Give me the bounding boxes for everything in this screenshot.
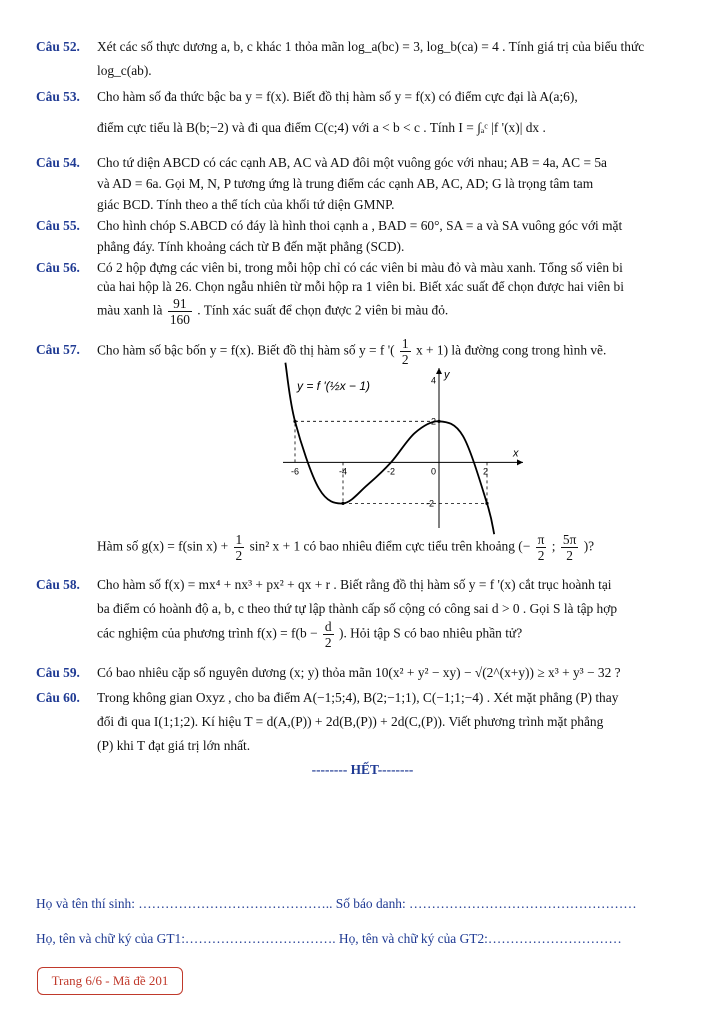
x-tick-label: -2 bbox=[387, 466, 396, 477]
fraction-denominator: 2 bbox=[324, 635, 332, 650]
fraction-numerator: 1 bbox=[235, 532, 243, 547]
text-segment: sin² x + 1 có bao nhiêu điểm cực tiểu trên khoảng (− bbox=[249, 538, 531, 554]
x-axis-arrow bbox=[517, 459, 523, 465]
page-footer: Trang 6/6 - Mã đề 201 bbox=[37, 967, 183, 995]
question-text: của hai hộp là 26. Chọn ngẫu nhiên từ mỗi hộp ra 1 viên bi. Biết xác suất để chọn được hai viên bi bbox=[97, 279, 624, 294]
fraction-denominator: 2 bbox=[537, 548, 545, 563]
question-number: Câu 57. bbox=[36, 342, 80, 357]
end-marker: -------- HẾT-------- bbox=[311, 762, 414, 777]
question-text: Cho hình chóp S.ABCD có đáy là hình thoi cạnh a , BAD = 60°, SA = a và SA vuông góc với mặt bbox=[97, 218, 623, 233]
question-text: điểm cực tiểu là B(b;−2) và đi qua điểm C(c;4) với a < b < c . Tính I = ∫ₐᶜ |f '(x)| dx . bbox=[97, 120, 546, 135]
question-text: và AD = 6a. Gọi M, N, P tương ứng là trung điểm các cạnh AB, AC, AD; G là trọng tâm tam bbox=[97, 176, 594, 191]
text-segment: x + 1) là đường cong trong hình vẽ. bbox=[415, 342, 607, 358]
fraction-denominator: 160 bbox=[169, 312, 190, 327]
x-tick-label: 2 bbox=[483, 466, 489, 477]
fraction bbox=[234, 532, 245, 563]
question-text: Cho hàm số f(x) = mx⁴ + nx³ + px² + qx + r . Biết rằng đồ thị hàm số y = f '(x) cắt trục hoành tại bbox=[97, 577, 612, 592]
question-number: Câu 59. bbox=[36, 665, 80, 680]
question-text: Có bao nhiêu cặp số nguyên dương (x; y) thỏa mãn 10(x² + y² − xy) − √(2^(x+y)) ≥ x³ + y³ − 32 ? bbox=[97, 665, 621, 680]
fraction bbox=[168, 296, 192, 327]
question-text: Cho tứ diện ABCD có các cạnh AB, AC và AD đôi một vuông góc với nhau; AB = 4a, AC = 5a bbox=[97, 155, 607, 170]
question-number: Câu 58. bbox=[36, 577, 80, 592]
fraction-numerator: 1 bbox=[401, 336, 409, 351]
y-tick-label: 4 bbox=[431, 375, 437, 386]
question-text: đổi đi qua I(1;1;2). Kí hiệu T = d(A,(P)) + 2d(B,(P)) + 2d(C,(P)). Viết phương trình mặt phẳng bbox=[97, 714, 604, 729]
question-text bbox=[97, 296, 689, 327]
fraction-numerator: d bbox=[324, 619, 332, 634]
fraction bbox=[323, 619, 334, 650]
question-text: giác BCD. Tính theo a thể tích của khối tứ diện GMNP. bbox=[97, 197, 395, 212]
question-text: phẳng đáy. Tính khoảng cách từ B đến mặt phẳng (SCD). bbox=[97, 239, 405, 254]
x-axis-label: x bbox=[513, 447, 519, 460]
fraction bbox=[400, 336, 411, 367]
fraction-numerator: 91 bbox=[168, 296, 192, 312]
fraction-denominator: 2 bbox=[566, 548, 573, 563]
question-text: ba điểm có hoành độ a, b, c theo thứ tự lập thành cấp số cộng có công sai d > 0 . Gọi S là tập hợp bbox=[97, 601, 618, 616]
y-tick-label: -2 bbox=[426, 498, 435, 509]
question-text: Cho hàm số đa thức bậc ba y = f(x). Biết đồ thị hàm số y = f(x) có điểm cực đại là A(a;6), bbox=[97, 89, 578, 104]
question-text: Có 2 hộp đựng các viên bi, trong mỗi hộp chỉ có các viên bi màu đỏ và màu xanh. Tổng số viên bi bbox=[97, 260, 623, 275]
question-text: Xét các số thực dương a, b, c khác 1 thỏa mãn log_a(bc) = 3, log_b(ca) = 4 . Tính giá trị của biểu thức bbox=[97, 39, 645, 54]
x-tick-label: 0 bbox=[431, 466, 437, 477]
fraction-numerator: 5π bbox=[562, 532, 577, 547]
x-tick-label: -4 bbox=[339, 466, 348, 477]
y-axis-arrow bbox=[436, 368, 442, 374]
fraction-numerator: π bbox=[537, 532, 545, 547]
question-text: (P) khi T đạt giá trị lớn nhất. bbox=[97, 738, 251, 753]
text-segment: các nghiệm của phương trình f(x) = f(b − bbox=[97, 625, 318, 641]
question-number: Câu 52. bbox=[36, 39, 80, 54]
text-segment: )? bbox=[583, 538, 595, 554]
x-tick-label: -6 bbox=[291, 466, 300, 477]
question-number: Câu 60. bbox=[36, 690, 80, 705]
graph-point bbox=[341, 502, 344, 505]
fraction-denominator: 2 bbox=[401, 352, 409, 367]
graph-point bbox=[437, 420, 440, 423]
text-segment: ; bbox=[551, 538, 556, 554]
fraction bbox=[536, 532, 547, 563]
proctor-signature-line: Họ, tên và chữ ký của GT1:……………………………. Họ, tên và chữ ký của GT2:………………………… bbox=[36, 931, 622, 946]
question-number: Câu 53. bbox=[36, 89, 80, 104]
graph-point bbox=[485, 502, 488, 505]
fraction-denominator: 2 bbox=[235, 548, 243, 563]
question-text: Trong không gian Oxyz , cho ba điểm A(−1;5;4), B(2;−1;1), C(−1;1;−4) . Xét mặt phẳng (P) thay bbox=[97, 690, 619, 705]
question-text bbox=[97, 336, 689, 367]
text-segment: ). Hỏi tập S có bao nhiêu phần tử? bbox=[338, 625, 523, 641]
graph-point bbox=[293, 420, 296, 423]
fraction bbox=[561, 532, 578, 563]
y-tick-label: 2 bbox=[431, 416, 437, 427]
text-segment: Cho hàm số bậc bốn y = f(x). Biết đồ thị hàm số y = f '( bbox=[97, 342, 395, 358]
question-text: log_c(ab). bbox=[97, 63, 152, 78]
function-graph bbox=[283, 368, 523, 528]
candidate-signature-line: Họ và tên thí sinh: …………………………………….. Số báo danh: …………………………………………… bbox=[36, 896, 637, 911]
question-number: Câu 54. bbox=[36, 155, 80, 170]
graph-title: y = f '(½x − 1) bbox=[297, 379, 370, 393]
text-segment: màu xanh là bbox=[97, 302, 163, 318]
question-text bbox=[97, 532, 689, 563]
question-text bbox=[97, 619, 689, 650]
y-axis-label: y bbox=[444, 369, 450, 381]
text-segment: . Tính xác suất để chọn được 2 viên bi màu đỏ. bbox=[197, 302, 449, 318]
question-number: Câu 56. bbox=[36, 260, 80, 275]
question-number: Câu 55. bbox=[36, 218, 80, 233]
text-segment: Hàm số g(x) = f(sin x) + bbox=[97, 538, 229, 554]
